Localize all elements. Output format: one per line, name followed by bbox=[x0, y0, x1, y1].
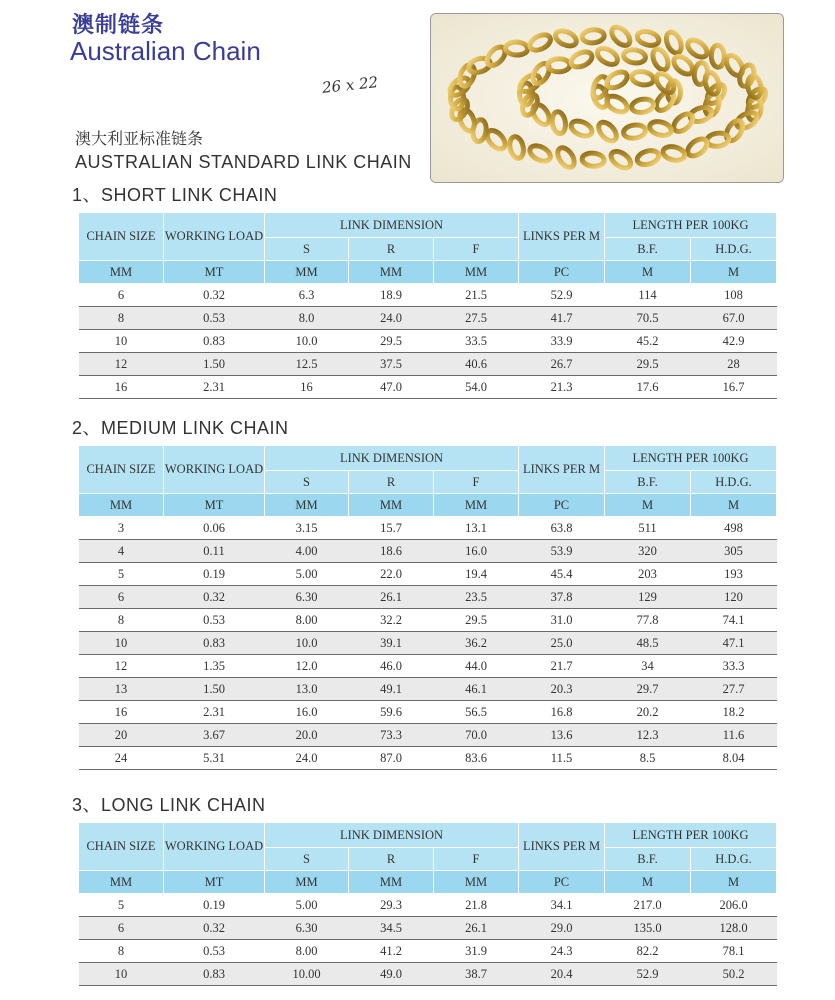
table-cell: 10 bbox=[79, 330, 164, 353]
header-links-per-m: LINKS PER M bbox=[519, 823, 605, 871]
table-cell: 16 bbox=[79, 376, 164, 399]
table-cell: 0.06 bbox=[164, 517, 265, 540]
table-row bbox=[79, 563, 777, 586]
unit-cell: PC bbox=[519, 261, 605, 284]
header-chain-size: CHAIN SIZE bbox=[79, 823, 164, 871]
header-link-dimension: LINK DIMENSION bbox=[265, 823, 519, 848]
table-cell: 49.1 bbox=[349, 678, 434, 701]
header-link-dimension: LINK DIMENSION bbox=[265, 213, 519, 238]
header-working-load: WORKING LOAD bbox=[164, 213, 265, 261]
table-cell: 5 bbox=[79, 563, 164, 586]
table-cell: 17.6 bbox=[605, 376, 691, 399]
table-cell: 21.5 bbox=[434, 284, 519, 307]
table-row bbox=[79, 307, 777, 330]
table-cell: 6.3 bbox=[265, 284, 349, 307]
table-cell: 120 bbox=[691, 586, 777, 609]
unit-cell: MT bbox=[164, 494, 265, 517]
table-cell: 8 bbox=[79, 940, 164, 963]
table-cell: 40.6 bbox=[434, 353, 519, 376]
table-cell: 29.5 bbox=[349, 330, 434, 353]
table-cell: 33.9 bbox=[519, 330, 605, 353]
table-cell: 0.83 bbox=[164, 632, 265, 655]
header-bf: B.F. bbox=[605, 848, 691, 871]
header-bf: B.F. bbox=[605, 471, 691, 494]
table-cell: 10.00 bbox=[265, 963, 349, 986]
table-cell: 5.00 bbox=[265, 894, 349, 917]
table-cell: 18.6 bbox=[349, 540, 434, 563]
table-cell: 87.0 bbox=[349, 747, 434, 770]
table-cell: 320 bbox=[605, 540, 691, 563]
header-length-per-100kg: LENGTH PER 100KG bbox=[605, 823, 777, 848]
table-cell: 29.7 bbox=[605, 678, 691, 701]
table-row bbox=[79, 540, 777, 563]
header-hdg: H.D.G. bbox=[691, 471, 777, 494]
table-cell: 206.0 bbox=[691, 894, 777, 917]
header-length-per-100kg: LENGTH PER 100KG bbox=[605, 213, 777, 238]
table-cell: 34.1 bbox=[519, 894, 605, 917]
header-length-per-100kg: LENGTH PER 100KG bbox=[605, 446, 777, 471]
table-cell: 18.9 bbox=[349, 284, 434, 307]
table-cell: 49.0 bbox=[349, 963, 434, 986]
table-cell: 48.5 bbox=[605, 632, 691, 655]
table-cell: 53.9 bbox=[519, 540, 605, 563]
table-row bbox=[79, 609, 777, 632]
table-cell: 70.5 bbox=[605, 307, 691, 330]
table-cell: 1.50 bbox=[164, 678, 265, 701]
table-cell: 38.7 bbox=[434, 963, 519, 986]
table-cell: 39.1 bbox=[349, 632, 434, 655]
unit-cell: M bbox=[605, 261, 691, 284]
table-cell: 128.0 bbox=[691, 917, 777, 940]
table-cell: 28 bbox=[691, 353, 777, 376]
table-cell: 29.0 bbox=[519, 917, 605, 940]
table-cell: 129 bbox=[605, 586, 691, 609]
table-cell: 20.3 bbox=[519, 678, 605, 701]
table-cell: 45.4 bbox=[519, 563, 605, 586]
table-cell: 5 bbox=[79, 894, 164, 917]
section-title-long-link: 3、LONG LINK CHAIN bbox=[72, 795, 266, 815]
table-cell: 52.9 bbox=[605, 963, 691, 986]
unit-cell: PC bbox=[519, 494, 605, 517]
table-cell: 6 bbox=[79, 586, 164, 609]
table-cell: 70.0 bbox=[434, 724, 519, 747]
table-cell: 24.3 bbox=[519, 940, 605, 963]
header-r: R bbox=[349, 238, 434, 261]
table-cell: 20.0 bbox=[265, 724, 349, 747]
section-title-medium-link: 2、MEDIUM LINK CHAIN bbox=[72, 418, 289, 438]
table-row bbox=[79, 963, 777, 986]
table-cell: 10 bbox=[79, 632, 164, 655]
table-cell: 8 bbox=[79, 307, 164, 330]
table-cell: 15.7 bbox=[349, 517, 434, 540]
table-row bbox=[79, 517, 777, 540]
unit-cell: MT bbox=[164, 871, 265, 894]
table-cell: 0.53 bbox=[164, 609, 265, 632]
table-cell: 3.67 bbox=[164, 724, 265, 747]
table-cell: 83.6 bbox=[434, 747, 519, 770]
table-cell: 16.0 bbox=[265, 701, 349, 724]
table-cell: 11.6 bbox=[691, 724, 777, 747]
table-row bbox=[79, 724, 777, 747]
table-cell: 29.3 bbox=[349, 894, 434, 917]
table-cell: 82.2 bbox=[605, 940, 691, 963]
unit-cell: MM bbox=[434, 261, 519, 284]
table-cell: 23.5 bbox=[434, 586, 519, 609]
unit-cell: M bbox=[691, 871, 777, 894]
table-cell: 0.19 bbox=[164, 563, 265, 586]
table-row bbox=[79, 894, 777, 917]
table-cell: 18.2 bbox=[691, 701, 777, 724]
table-row bbox=[79, 701, 777, 724]
unit-cell: MT bbox=[164, 261, 265, 284]
gold-chain-photo bbox=[430, 13, 784, 183]
table-cell: 0.53 bbox=[164, 307, 265, 330]
table-cell: 46.1 bbox=[434, 678, 519, 701]
table-cell: 41.7 bbox=[519, 307, 605, 330]
header-hdg: H.D.G. bbox=[691, 848, 777, 871]
table-cell: 12.5 bbox=[265, 353, 349, 376]
table-cell: 1.35 bbox=[164, 655, 265, 678]
table-cell: 3.15 bbox=[265, 517, 349, 540]
table-cell: 56.5 bbox=[434, 701, 519, 724]
subtitle-chinese: 澳大利亚标准链条 bbox=[75, 129, 204, 148]
table-cell: 5.31 bbox=[164, 747, 265, 770]
table-cell: 13.1 bbox=[434, 517, 519, 540]
table-cell: 74.1 bbox=[691, 609, 777, 632]
table-cell: 217.0 bbox=[605, 894, 691, 917]
table-cell: 42.9 bbox=[691, 330, 777, 353]
table-cell: 47.1 bbox=[691, 632, 777, 655]
unit-cell: M bbox=[605, 494, 691, 517]
table-cell: 45.2 bbox=[605, 330, 691, 353]
table-cell: 33.5 bbox=[434, 330, 519, 353]
unit-cell: M bbox=[691, 261, 777, 284]
table-cell: 4.00 bbox=[265, 540, 349, 563]
table-cell: 5.00 bbox=[265, 563, 349, 586]
subtitle-english: AUSTRALIAN STANDARD LINK CHAIN bbox=[75, 152, 412, 172]
table-cell: 0.19 bbox=[164, 894, 265, 917]
table-cell: 12 bbox=[79, 655, 164, 678]
header-f: F bbox=[434, 471, 519, 494]
table-cell: 22.0 bbox=[349, 563, 434, 586]
unit-cell: M bbox=[691, 494, 777, 517]
header-r: R bbox=[349, 848, 434, 871]
table-cell: 25.0 bbox=[519, 632, 605, 655]
title-chinese: 澳制链条 bbox=[72, 13, 165, 38]
header-working-load: WORKING LOAD bbox=[164, 446, 265, 494]
table-cell: 6 bbox=[79, 917, 164, 940]
table-cell: 31.9 bbox=[434, 940, 519, 963]
table-cell: 78.1 bbox=[691, 940, 777, 963]
table-row bbox=[79, 586, 777, 609]
table-cell: 44.0 bbox=[434, 655, 519, 678]
table-row bbox=[79, 632, 777, 655]
section-title-short-link: 1、SHORT LINK CHAIN bbox=[72, 185, 278, 205]
unit-cell: MM bbox=[79, 261, 164, 284]
table-row bbox=[79, 940, 777, 963]
header-bf: B.F. bbox=[605, 238, 691, 261]
table-cell: 24.0 bbox=[265, 747, 349, 770]
table-cell: 37.8 bbox=[519, 586, 605, 609]
header-f: F bbox=[434, 238, 519, 261]
table-cell: 8.00 bbox=[265, 609, 349, 632]
table-cell: 11.5 bbox=[519, 747, 605, 770]
table-cell: 114 bbox=[605, 284, 691, 307]
table-cell: 31.0 bbox=[519, 609, 605, 632]
table-cell: 2.31 bbox=[164, 701, 265, 724]
header-s: S bbox=[265, 471, 349, 494]
table-cell: 34.5 bbox=[349, 917, 434, 940]
short-link-table bbox=[78, 212, 777, 399]
table-cell: 20 bbox=[79, 724, 164, 747]
table-row bbox=[79, 917, 777, 940]
table-row bbox=[79, 353, 777, 376]
table-cell: 77.8 bbox=[605, 609, 691, 632]
title-english: Australian Chain bbox=[70, 36, 261, 66]
header-chain-size: CHAIN SIZE bbox=[79, 213, 164, 261]
header-link-dimension: LINK DIMENSION bbox=[265, 446, 519, 471]
unit-cell: MM bbox=[434, 871, 519, 894]
medium-link-table bbox=[78, 445, 777, 770]
table-cell: 0.53 bbox=[164, 940, 265, 963]
table-cell: 8.00 bbox=[265, 940, 349, 963]
table-cell: 41.2 bbox=[349, 940, 434, 963]
table-cell: 29.5 bbox=[434, 609, 519, 632]
table-cell: 13 bbox=[79, 678, 164, 701]
unit-cell: MM bbox=[79, 871, 164, 894]
table-cell: 63.8 bbox=[519, 517, 605, 540]
table-cell: 12.3 bbox=[605, 724, 691, 747]
unit-cell: M bbox=[605, 871, 691, 894]
table-cell: 73.3 bbox=[349, 724, 434, 747]
table-cell: 21.3 bbox=[519, 376, 605, 399]
header-s: S bbox=[265, 848, 349, 871]
table-cell: 8.5 bbox=[605, 747, 691, 770]
table-cell: 16 bbox=[79, 701, 164, 724]
table-cell: 12 bbox=[79, 353, 164, 376]
table-cell: 26.1 bbox=[434, 917, 519, 940]
table-cell: 203 bbox=[605, 563, 691, 586]
table-cell: 21.8 bbox=[434, 894, 519, 917]
table-cell: 54.0 bbox=[434, 376, 519, 399]
table-cell: 12.0 bbox=[265, 655, 349, 678]
table-cell: 0.83 bbox=[164, 330, 265, 353]
table-row bbox=[79, 376, 777, 399]
table-cell: 16.0 bbox=[434, 540, 519, 563]
table-cell: 10.0 bbox=[265, 632, 349, 655]
table-cell: 16.8 bbox=[519, 701, 605, 724]
handwritten-note: 26 x 22 bbox=[321, 73, 379, 97]
table-cell: 37.5 bbox=[349, 353, 434, 376]
table-cell: 24 bbox=[79, 747, 164, 770]
table-cell: 16.7 bbox=[691, 376, 777, 399]
table-cell: 108 bbox=[691, 284, 777, 307]
table-row bbox=[79, 330, 777, 353]
table-cell: 24.0 bbox=[349, 307, 434, 330]
table-row bbox=[79, 284, 777, 307]
table-cell: 21.7 bbox=[519, 655, 605, 678]
table-cell: 511 bbox=[605, 517, 691, 540]
long-link-table bbox=[78, 822, 777, 986]
table-cell: 193 bbox=[691, 563, 777, 586]
table-cell: 10.0 bbox=[265, 330, 349, 353]
table-cell: 47.0 bbox=[349, 376, 434, 399]
table-cell: 29.5 bbox=[605, 353, 691, 376]
header-s: S bbox=[265, 238, 349, 261]
table-cell: 6.30 bbox=[265, 586, 349, 609]
table-cell: 305 bbox=[691, 540, 777, 563]
table-cell: 6 bbox=[79, 284, 164, 307]
table-cell: 32.2 bbox=[349, 609, 434, 632]
header-links-per-m: LINKS PER M bbox=[519, 446, 605, 494]
table-cell: 26.1 bbox=[349, 586, 434, 609]
unit-cell: MM bbox=[265, 494, 349, 517]
table-cell: 0.32 bbox=[164, 284, 265, 307]
table-cell: 59.6 bbox=[349, 701, 434, 724]
table-cell: 10 bbox=[79, 963, 164, 986]
table-cell: 20.4 bbox=[519, 963, 605, 986]
unit-cell: MM bbox=[265, 871, 349, 894]
header-links-per-m: LINKS PER M bbox=[519, 213, 605, 261]
table-row bbox=[79, 678, 777, 701]
unit-cell: MM bbox=[349, 494, 434, 517]
unit-cell: MM bbox=[349, 261, 434, 284]
table-cell: 27.5 bbox=[434, 307, 519, 330]
table-cell: 52.9 bbox=[519, 284, 605, 307]
table-cell: 6.30 bbox=[265, 917, 349, 940]
table-cell: 3 bbox=[79, 517, 164, 540]
table-cell: 46.0 bbox=[349, 655, 434, 678]
table-cell: 26.7 bbox=[519, 353, 605, 376]
table-cell: 8.04 bbox=[691, 747, 777, 770]
table-cell: 27.7 bbox=[691, 678, 777, 701]
header-working-load: WORKING LOAD bbox=[164, 823, 265, 871]
table-row bbox=[79, 747, 777, 770]
chain-illustration-icon bbox=[431, 14, 783, 182]
table-cell: 0.11 bbox=[164, 540, 265, 563]
table-cell: 13.6 bbox=[519, 724, 605, 747]
table-cell: 67.0 bbox=[691, 307, 777, 330]
header-chain-size: CHAIN SIZE bbox=[79, 446, 164, 494]
table-cell: 1.50 bbox=[164, 353, 265, 376]
table-cell: 36.2 bbox=[434, 632, 519, 655]
unit-cell: MM bbox=[434, 494, 519, 517]
header-f: F bbox=[434, 848, 519, 871]
table-cell: 0.83 bbox=[164, 963, 265, 986]
table-cell: 13.0 bbox=[265, 678, 349, 701]
unit-cell: MM bbox=[265, 261, 349, 284]
table-cell: 498 bbox=[691, 517, 777, 540]
table-cell: 20.2 bbox=[605, 701, 691, 724]
unit-cell: MM bbox=[79, 494, 164, 517]
table-cell: 16 bbox=[265, 376, 349, 399]
table-cell: 0.32 bbox=[164, 586, 265, 609]
table-row bbox=[79, 655, 777, 678]
table-cell: 33.3 bbox=[691, 655, 777, 678]
header-hdg: H.D.G. bbox=[691, 238, 777, 261]
table-cell: 135.0 bbox=[605, 917, 691, 940]
table-cell: 8.0 bbox=[265, 307, 349, 330]
table-cell: 19.4 bbox=[434, 563, 519, 586]
unit-cell: MM bbox=[349, 871, 434, 894]
unit-cell: PC bbox=[519, 871, 605, 894]
table-cell: 4 bbox=[79, 540, 164, 563]
table-cell: 50.2 bbox=[691, 963, 777, 986]
table-cell: 2.31 bbox=[164, 376, 265, 399]
table-cell: 34 bbox=[605, 655, 691, 678]
table-cell: 8 bbox=[79, 609, 164, 632]
table-cell: 0.32 bbox=[164, 917, 265, 940]
header-r: R bbox=[349, 471, 434, 494]
